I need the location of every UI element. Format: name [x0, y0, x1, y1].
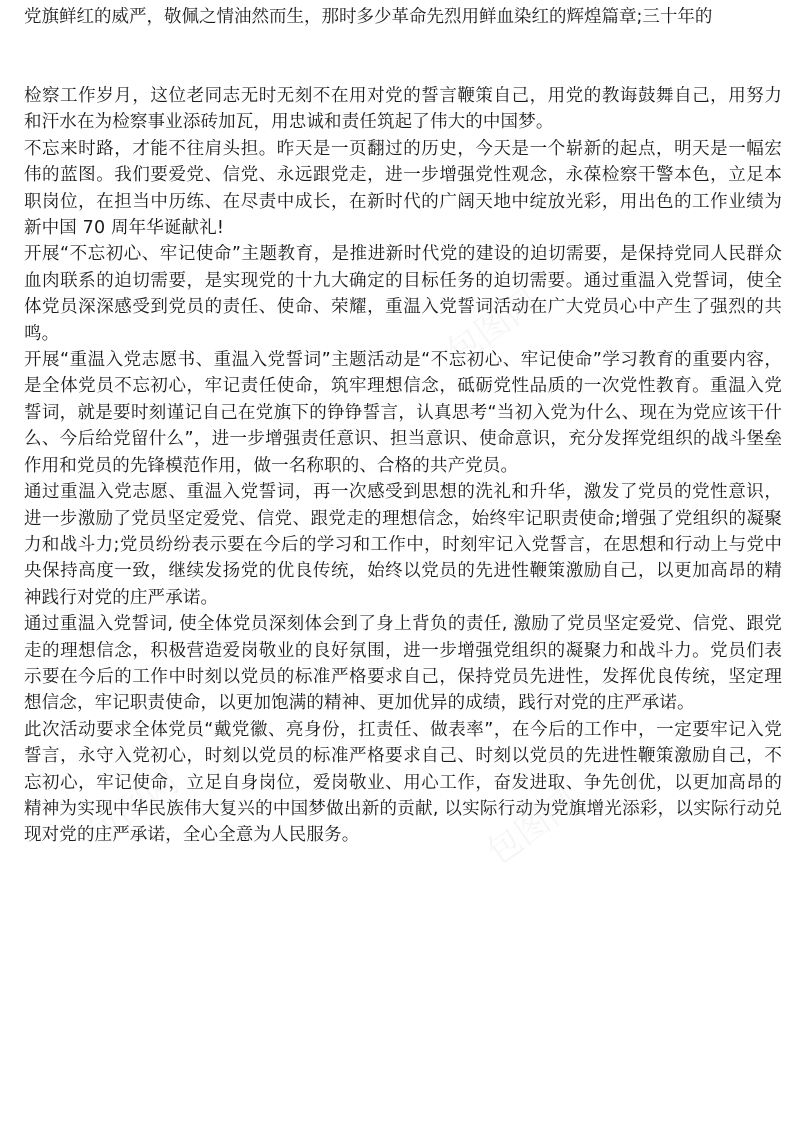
paragraph: 通过重温入党志愿、重温入党誓词，再一次感受到思想的洗礼和升华，激发了党员的党性意识，进一步激励了党员坚定爱党、信党、跟党走的理想信念，始终牢记职责使命;增强了党组织的凝聚力和战斗力;党员纷纷表示要在今后的学习和工作中，时刻牢记入党誓言，在思想和行动上与党中央保持高度一致，继续发扬党的优良传统，始终以党员的先进性鞭策激励自己，以更加高昂的精神践行对党的庄严承诺。: [24, 482, 782, 608]
paragraph: 开展“不忘初心、牢记使命”主题教育，是推进新时代党的建设的迫切需要，是保持党同人民群众血肉联系的迫切需要，是实现党的十九大确定的目标任务的迫切需要。通过重温入党誓词，使全体党员深深感受到党员的责任、使命、荣耀，重温入党誓词活动在广大党员心中产生了强烈的共鸣。: [24, 244, 782, 344]
document-body: [24, 83, 782, 849]
top-text-fragment: 党旗鲜红的威严，敬佩之情油然而生，那时多少革命先烈用鲜血染红的辉煌篇章;三十年的: [24, 7, 713, 27]
paragraph: 检察工作岁月，这位老同志无时无刻不在用对党的誓言鞭策自己，用党的教诲鼓舞自己，用努力和汗水在为检察事业添砖加瓦，用忠诚和责任筑起了伟大的中国梦。: [24, 86, 782, 133]
paragraph: 此次活动要求全体党员“戴党徽、亮身份，扛责任、做表率”，在今后的工作中，一定要牢记入党誓言，永守入党初心，时刻以党员的标准严格要求自己、时刻以党员的先进性鞭策激励自己，不忘初心，牢记使命，立足自身岗位，爱岗敬业、用心工作，奋发进取、争先创优，以更加高昂的精神为实现中华民族伟大复兴的中国梦做出新的贡献, 以实际行动为党旗增光添彩，以实际行动兑现对党的庄严承诺，全心全意为人民服务。: [24, 719, 782, 846]
paragraph: 通过重温入党誓词, 使全体党员深刻体会到了身上背负的责任, 激励了党员坚定爱党、信党、跟党走的理想信念，积极营造爱岗敬业的良好氛围，进一步增强党组织的凝聚力和战斗力。党员们表示要在今后的工作中时刻以党员的标准严格要求自己，保持党员先进性，发挥优良传统，坚定理想信念，牢记职责使命，以更加饱满的精神、更加优异的成绩，践行对党的庄严承诺。: [24, 614, 782, 714]
paragraph: 不忘来时路，才能不往肩头担。昨天是一页翻过的历史，今天是一个崭新的起点，明天是一幅宏伟的蓝图。我们要爱党、信党、永远跟党走，进一步增强党性观念，永葆检察干警本色，立足本职岗位，在担当中历练、在尽责中成长，在新时代的广阔天地中绽放光彩，用出色的工作业绩为新中国 70 周年华诞献礼!: [24, 138, 782, 239]
paragraph: 开展“重温入党志愿书、重温入党誓词”主题活动是“不忘初心、牢记使命”学习教育的重要内容，是全体党员不忘初心，牢记责任使命，筑牢理想信念，砥砺党性品质的一次党性教育。重温入党誓词，就是要时刻谨记自己在党旗下的铮铮誓言，认真思考“当初入党为什么、现在为党应该干什么、今后给党留什么”，进一步增强责任意识、担当意识、使命意识，充分发挥党组织的战斗堡垒作用和党员的先锋模范作用，做一名称职的、合格的共产党员。: [24, 350, 782, 476]
